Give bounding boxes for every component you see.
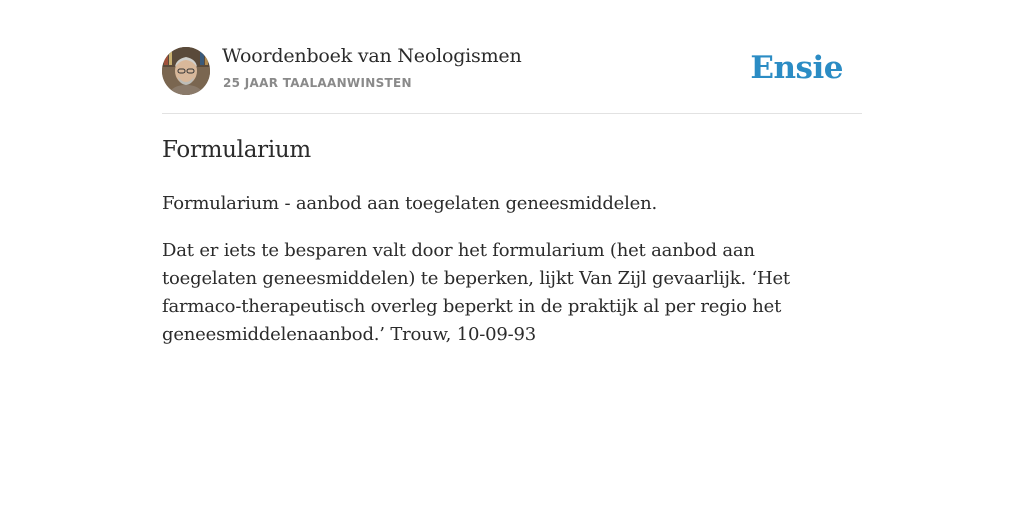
site-header <box>162 0 862 114</box>
author-avatar[interactable] <box>162 47 210 95</box>
page-container <box>162 0 862 345</box>
entry-definition: Formularium - aanbod aan toegelaten geneesmiddelen. <box>162 193 658 214</box>
site-title[interactable]: Woordenboek van Neologismen <box>222 45 522 67</box>
entry-title: Formularium <box>162 137 311 163</box>
ensie-logo[interactable]: Ensie <box>750 50 843 86</box>
avatar-image-icon <box>162 47 210 95</box>
entry-citation: Dat er iets te besparen valt door het formularium (het aanbod aan toegelaten geneesmiddelen) te beperken, lijkt Van Zijl gevaarlijk. ‘Het farmaco-therapeutisch overleg beperkt in de praktijk al per regio het geneesmiddelenaanbod.’ Trouw, 10-09-93 <box>162 240 790 345</box>
site-subtitle: 25 JAAR TAALAANWINSTEN <box>223 76 412 90</box>
